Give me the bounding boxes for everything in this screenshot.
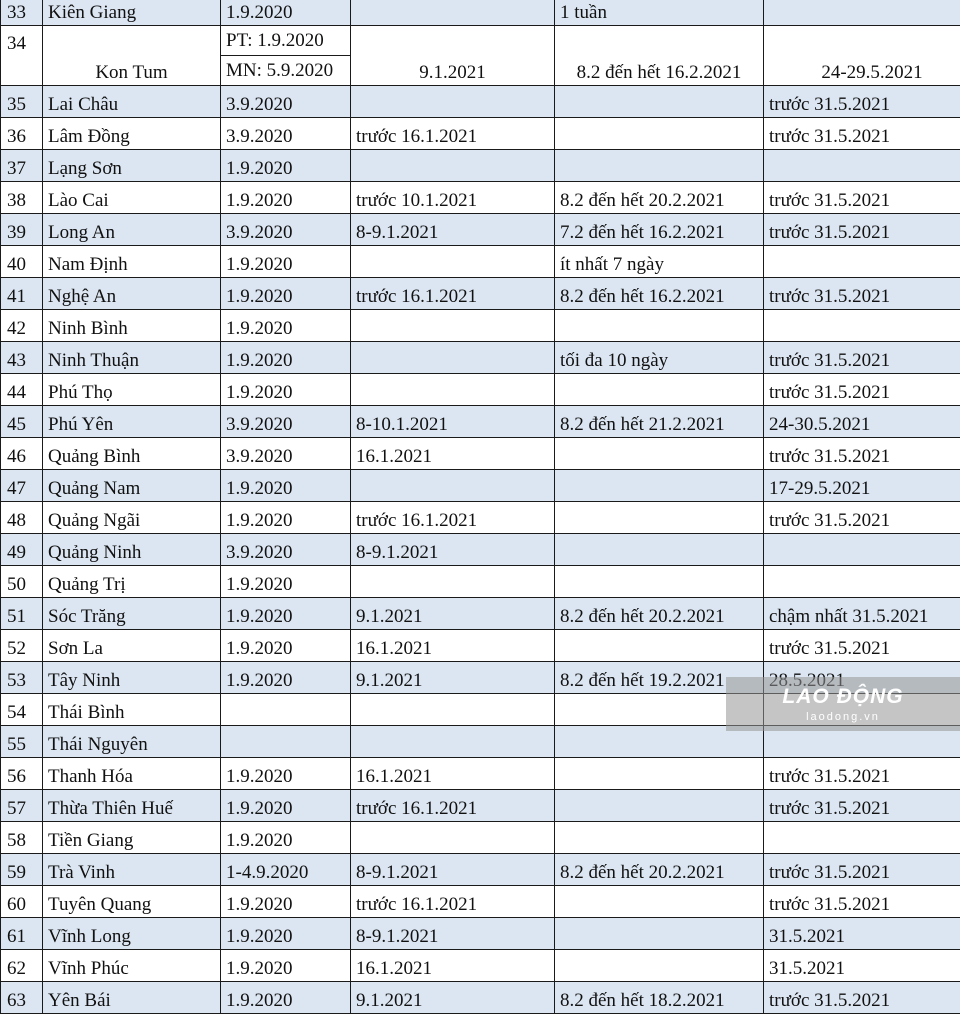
tet-holiday-cell: 1 tuần xyxy=(555,0,764,26)
semester1-end-cell xyxy=(351,566,555,598)
row-number: 45 xyxy=(1,406,43,438)
province-cell: Long An xyxy=(43,214,221,246)
start-date-cell xyxy=(221,694,351,726)
tet-holiday-cell xyxy=(555,502,764,534)
province-cell: Lạng Sơn xyxy=(43,150,221,182)
semester1-end-cell xyxy=(351,246,555,278)
year-end-cell: trước 31.5.2021 xyxy=(764,630,960,662)
tet-holiday-cell: 8.2 đến hết 20.2.2021 xyxy=(555,182,764,214)
start-date-cell: 1.9.2020 xyxy=(221,310,351,342)
year-end-cell: 17-29.5.2021 xyxy=(764,470,960,502)
semester1-end-cell: trước 16.1.2021 xyxy=(351,278,555,310)
tet-holiday-cell xyxy=(555,758,764,790)
row-number: 59 xyxy=(1,854,43,886)
start-date-cell: 1.9.2020 xyxy=(221,502,351,534)
table-row xyxy=(1,630,960,662)
row-number: 46 xyxy=(1,438,43,470)
table-row xyxy=(1,470,960,502)
year-end-cell: 24-30.5.2021 xyxy=(764,406,960,438)
table-row xyxy=(1,246,960,278)
tet-holiday-cell: 8.2 đến hết 20.2.2021 xyxy=(555,854,764,886)
start-date-cell: 1.9.2020 xyxy=(221,0,351,26)
semester1-end-cell xyxy=(351,374,555,406)
province-cell: Kon Tum xyxy=(43,26,221,86)
tet-holiday-cell xyxy=(555,534,764,566)
table-row xyxy=(1,598,960,630)
semester1-end-cell: 9.1.2021 xyxy=(351,982,555,1014)
province-cell: Quảng Ninh xyxy=(43,534,221,566)
year-end-cell: trước 31.5.2021 xyxy=(764,854,960,886)
start-date-cell: 1.9.2020 xyxy=(221,182,351,214)
row-number: 37 xyxy=(1,150,43,182)
start-date-cell: 3.9.2020 xyxy=(221,86,351,118)
tet-holiday-cell: ít nhất 7 ngày xyxy=(555,246,764,278)
table-row xyxy=(1,822,960,854)
year-end-cell: trước 31.5.2021 xyxy=(764,342,960,374)
start-date-pt: PT: 1.9.2020 xyxy=(221,26,350,55)
row-number: 38 xyxy=(1,182,43,214)
year-end-cell xyxy=(764,534,960,566)
table-row xyxy=(1,278,960,310)
table-row xyxy=(1,374,960,406)
province-cell: Trà Vinh xyxy=(43,854,221,886)
province-cell: Kiên Giang xyxy=(43,0,221,26)
row-number: 60 xyxy=(1,886,43,918)
province-cell: Sơn La xyxy=(43,630,221,662)
start-date-cell: 1.9.2020 xyxy=(221,886,351,918)
year-end-cell: trước 31.5.2021 xyxy=(764,758,960,790)
row-number: 62 xyxy=(1,950,43,982)
row-number: 43 xyxy=(1,342,43,374)
tet-holiday-cell xyxy=(555,950,764,982)
tet-holiday-cell: 8.2 đến hết 16.2.2021 xyxy=(555,278,764,310)
year-end-cell xyxy=(764,566,960,598)
start-date-cell: 1.9.2020 xyxy=(221,630,351,662)
semester1-end-cell: 9.1.2021 xyxy=(351,598,555,630)
year-end-cell: trước 31.5.2021 xyxy=(764,438,960,470)
table-row xyxy=(1,854,960,886)
start-date-cell: 1.9.2020 xyxy=(221,790,351,822)
start-date-cell: 3.9.2020 xyxy=(221,438,351,470)
row-number: 55 xyxy=(1,726,43,758)
table-row xyxy=(1,886,960,918)
year-end-cell: trước 31.5.2021 xyxy=(764,374,960,406)
table-row xyxy=(1,502,960,534)
semester1-end-cell xyxy=(351,342,555,374)
start-date-cell: 1.9.2020 xyxy=(221,662,351,694)
table-row xyxy=(1,534,960,566)
year-end-cell xyxy=(764,246,960,278)
year-end-cell: 31.5.2021 xyxy=(764,918,960,950)
semester1-end-cell: 16.1.2021 xyxy=(351,758,555,790)
semester1-end-cell: 8-9.1.2021 xyxy=(351,918,555,950)
semester1-end-cell: 9.1.2021 xyxy=(351,662,555,694)
start-date-cell: 1.9.2020 xyxy=(221,918,351,950)
semester1-end-cell: trước 10.1.2021 xyxy=(351,182,555,214)
row-number: 36 xyxy=(1,118,43,150)
row-number: 58 xyxy=(1,822,43,854)
start-date-cell: 1.9.2020 xyxy=(221,246,351,278)
year-end-cell: trước 31.5.2021 xyxy=(764,214,960,246)
start-date-cell: 1.9.2020 xyxy=(221,822,351,854)
tet-holiday-cell: 8.2 đến hết 20.2.2021 xyxy=(555,598,764,630)
semester1-end-cell: 8-9.1.2021 xyxy=(351,854,555,886)
row-number: 51 xyxy=(1,598,43,630)
table-row xyxy=(1,182,960,214)
province-cell: Thừa Thiên Huế xyxy=(43,790,221,822)
start-date-cell: 3.9.2020 xyxy=(221,534,351,566)
row-number: 54 xyxy=(1,694,43,726)
province-cell: Quảng Nam xyxy=(43,470,221,502)
year-end-cell: trước 31.5.2021 xyxy=(764,118,960,150)
tet-holiday-cell: tối đa 10 ngày xyxy=(555,342,764,374)
table-body xyxy=(1,0,960,1014)
province-cell: Thái Bình xyxy=(43,694,221,726)
row-number: 47 xyxy=(1,470,43,502)
start-date-cell: 1.9.2020 xyxy=(221,758,351,790)
semester1-end-cell: trước 16.1.2021 xyxy=(351,118,555,150)
row-number: 42 xyxy=(1,310,43,342)
province-cell: Ninh Bình xyxy=(43,310,221,342)
province-cell: Sóc Trăng xyxy=(43,598,221,630)
province-cell: Lào Cai xyxy=(43,182,221,214)
table-row xyxy=(1,918,960,950)
row-number: 34 xyxy=(1,26,43,86)
province-cell: Tây Ninh xyxy=(43,662,221,694)
row-number: 57 xyxy=(1,790,43,822)
row-number: 48 xyxy=(1,502,43,534)
table-row xyxy=(1,758,960,790)
table-row xyxy=(1,0,960,26)
row-number: 44 xyxy=(1,374,43,406)
semester1-end-cell: trước 16.1.2021 xyxy=(351,790,555,822)
province-cell: Lai Châu xyxy=(43,86,221,118)
row-number: 41 xyxy=(1,278,43,310)
province-cell: Thái Nguyên xyxy=(43,726,221,758)
tet-holiday-cell: 8.2 đến hết 16.2.2021 xyxy=(555,26,764,86)
province-cell: Phú Yên xyxy=(43,406,221,438)
start-date-cell: 1.9.2020 xyxy=(221,374,351,406)
start-date-cell xyxy=(221,726,351,758)
row-number: 63 xyxy=(1,982,43,1014)
province-cell: Thanh Hóa xyxy=(43,758,221,790)
start-date-cell: 3.9.2020 xyxy=(221,214,351,246)
table-row xyxy=(1,982,960,1014)
semester1-end-cell xyxy=(351,150,555,182)
start-date-cell: 3.9.2020 xyxy=(221,118,351,150)
province-cell: Lâm Đồng xyxy=(43,118,221,150)
year-end-cell: trước 31.5.2021 xyxy=(764,86,960,118)
tet-holiday-cell xyxy=(555,630,764,662)
tet-holiday-cell xyxy=(555,566,764,598)
row-number: 40 xyxy=(1,246,43,278)
start-date-cell: 1.9.2020 xyxy=(221,278,351,310)
table-row xyxy=(1,342,960,374)
row-number: 50 xyxy=(1,566,43,598)
start-date-mn: MN: 5.9.2020 xyxy=(221,55,350,85)
start-date-cell: 1.9.2020 xyxy=(221,566,351,598)
table-row xyxy=(1,950,960,982)
tet-holiday-cell xyxy=(555,374,764,406)
table-row xyxy=(1,150,960,182)
table-row xyxy=(1,86,960,118)
tet-holiday-cell xyxy=(555,438,764,470)
province-cell: Ninh Thuận xyxy=(43,342,221,374)
province-cell: Quảng Ngãi xyxy=(43,502,221,534)
row-number: 39 xyxy=(1,214,43,246)
province-cell: Tuyên Quang xyxy=(43,886,221,918)
tet-holiday-cell: 8.2 đến hết 19.2.2021 xyxy=(555,662,764,694)
year-end-cell xyxy=(764,822,960,854)
year-end-cell: trước 31.5.2021 xyxy=(764,982,960,1014)
semester1-end-cell xyxy=(351,0,555,26)
year-end-cell: chậm nhất 31.5.2021 xyxy=(764,598,960,630)
start-date-cell: 3.9.2020 xyxy=(221,406,351,438)
row-number: 53 xyxy=(1,662,43,694)
semester1-end-cell xyxy=(351,310,555,342)
semester1-end-cell: trước 16.1.2021 xyxy=(351,886,555,918)
province-cell: Phú Thọ xyxy=(43,374,221,406)
start-date-cell xyxy=(221,26,351,86)
semester1-end-cell: 16.1.2021 xyxy=(351,630,555,662)
start-date-cell: 1.9.2020 xyxy=(221,598,351,630)
start-date-cell: 1.9.2020 xyxy=(221,342,351,374)
row-number: 49 xyxy=(1,534,43,566)
laodong-watermark xyxy=(726,677,960,731)
start-date-cell: 1.9.2020 xyxy=(221,950,351,982)
province-cell: Nghệ An xyxy=(43,278,221,310)
semester1-end-cell xyxy=(351,694,555,726)
tet-holiday-cell xyxy=(555,918,764,950)
province-cell: Yên Bái xyxy=(43,982,221,1014)
year-end-cell xyxy=(764,0,960,26)
semester1-end-cell: 8-10.1.2021 xyxy=(351,406,555,438)
year-end-cell: trước 31.5.2021 xyxy=(764,502,960,534)
tet-holiday-cell: 8.2 đến hết 21.2.2021 xyxy=(555,406,764,438)
year-end-cell: trước 31.5.2021 xyxy=(764,886,960,918)
tet-holiday-cell xyxy=(555,150,764,182)
semester1-end-cell xyxy=(351,726,555,758)
tet-holiday-cell xyxy=(555,822,764,854)
table-row xyxy=(1,118,960,150)
row-number: 35 xyxy=(1,86,43,118)
row-number: 56 xyxy=(1,758,43,790)
watermark-site: laodong.vn xyxy=(726,711,960,723)
year-end-cell: trước 31.5.2021 xyxy=(764,278,960,310)
tet-holiday-cell xyxy=(555,790,764,822)
semester1-end-cell: trước 16.1.2021 xyxy=(351,502,555,534)
year-end-cell: 24-29.5.2021 xyxy=(764,26,960,86)
start-date-cell: 1.9.2020 xyxy=(221,982,351,1014)
table-row xyxy=(1,406,960,438)
table-row xyxy=(1,310,960,342)
semester1-end-cell: 8-9.1.2021 xyxy=(351,214,555,246)
year-end-cell: 31.5.2021 xyxy=(764,950,960,982)
semester1-end-cell: 16.1.2021 xyxy=(351,950,555,982)
start-date-cell: 1-4.9.2020 xyxy=(221,854,351,886)
row-number: 61 xyxy=(1,918,43,950)
start-date-cell: 1.9.2020 xyxy=(221,150,351,182)
year-end-cell: trước 31.5.2021 xyxy=(764,182,960,214)
semester1-end-cell xyxy=(351,822,555,854)
province-cell: Nam Định xyxy=(43,246,221,278)
table-row xyxy=(1,566,960,598)
row-number: 52 xyxy=(1,630,43,662)
year-end-cell: trước 31.5.2021 xyxy=(764,790,960,822)
table-row xyxy=(1,438,960,470)
tet-holiday-cell: 7.2 đến hết 16.2.2021 xyxy=(555,214,764,246)
tet-holiday-cell xyxy=(555,886,764,918)
tet-holiday-cell xyxy=(555,310,764,342)
semester1-end-cell: 8-9.1.2021 xyxy=(351,534,555,566)
tet-holiday-cell xyxy=(555,118,764,150)
tet-holiday-cell xyxy=(555,86,764,118)
table-row xyxy=(1,214,960,246)
year-end-cell xyxy=(764,150,960,182)
tet-holiday-cell xyxy=(555,470,764,502)
table-row-kon-tum xyxy=(1,26,960,86)
row-number: 33 xyxy=(1,0,43,26)
province-cell: Vĩnh Phúc xyxy=(43,950,221,982)
semester1-end-cell: 9.1.2021 xyxy=(351,26,555,86)
tet-holiday-cell: 8.2 đến hết 18.2.2021 xyxy=(555,982,764,1014)
semester1-end-cell xyxy=(351,86,555,118)
province-cell: Quảng Bình xyxy=(43,438,221,470)
province-cell: Vĩnh Long xyxy=(43,918,221,950)
watermark-brand: LAO ĐỘNG xyxy=(726,685,960,709)
year-end-cell xyxy=(764,310,960,342)
table-row xyxy=(1,790,960,822)
semester1-end-cell: 16.1.2021 xyxy=(351,438,555,470)
province-cell: Tiền Giang xyxy=(43,822,221,854)
semester1-end-cell xyxy=(351,470,555,502)
start-date-cell: 1.9.2020 xyxy=(221,470,351,502)
province-cell: Quảng Trị xyxy=(43,566,221,598)
